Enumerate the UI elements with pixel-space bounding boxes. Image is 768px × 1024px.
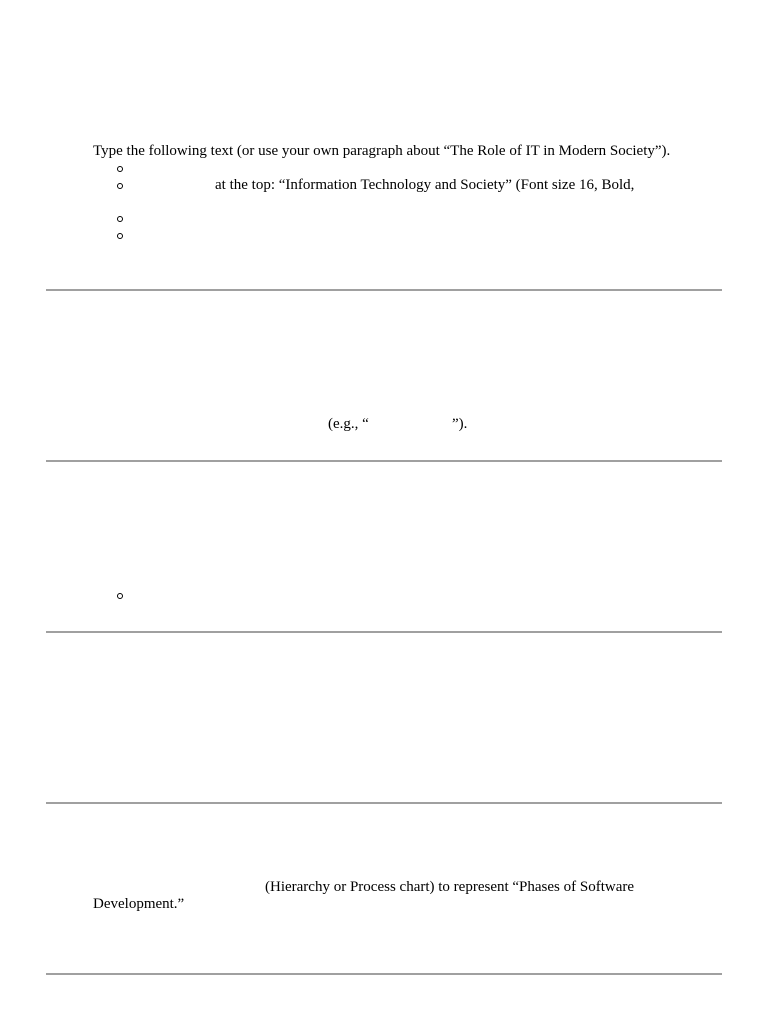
list-bullet-5 bbox=[117, 593, 123, 599]
chart-instruction-line-1: (Hierarchy or Process chart) to represent “Phases of Software bbox=[265, 879, 635, 895]
section-divider-2 bbox=[46, 460, 722, 462]
section-divider-3 bbox=[46, 631, 722, 633]
list-bullet-1 bbox=[117, 166, 123, 172]
example-text-end: ”). bbox=[452, 416, 468, 432]
chart-instruction-line-2: Development.” bbox=[93, 896, 185, 912]
section-divider-4 bbox=[46, 802, 722, 804]
list-bullet-4 bbox=[117, 233, 123, 239]
list-bullet-2 bbox=[117, 183, 123, 189]
list-bullet-3 bbox=[117, 216, 123, 222]
section-divider-1 bbox=[46, 289, 722, 291]
example-text-start: (e.g., “ bbox=[328, 416, 369, 432]
instruction-intro-text: Type the following text (or use your own paragraph about “The Role of IT in Modern Society”). bbox=[93, 143, 671, 159]
heading-instruction-text: at the top: “Information Technology and Society” (Font size 16, Bold, bbox=[215, 177, 635, 193]
section-divider-5 bbox=[46, 973, 722, 975]
